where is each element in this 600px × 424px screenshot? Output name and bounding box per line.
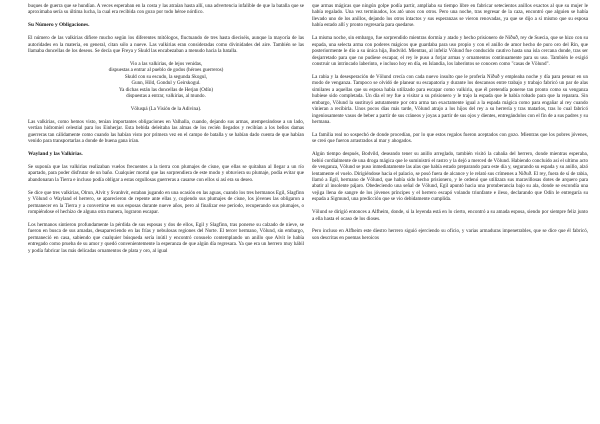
paragraph: La familia real no sospechó de donde procedían, por lo que estos regalos fueron aceptados con gozo. Mientras que los pobres jóvenes, se creó que fueron arrastrados al mar y ahogados. (312, 131, 588, 145)
section-heading-numero: Su Número y Obligaciones. (28, 22, 90, 29)
paragraph: La rabia y la desesperación de Völund crecía con cada nuevo insulto que le profería Niðuð y empleaba noche y día para pensar en un modo de venganza. Tampoco se olvidó de planear su escapatoria y durante los descansos entre trabajo y trabajo fabricó un par de alas similares a aquellas que su esposa había utilizado para escapar como valkiria, que él pretendía ponerse tan pronto como su venganza hubiese sido completada. Un día el rey fue a visitar a su prisionero y le trajo la espada que le había robado para que la reparara. Sin embargo, Völund la sustituyó astutamente por otra arma tan exactamente igual a la espada mágica como para engañar al rey cuando vinieran a recibirla. Unos pocos días más tarde, Völund atrajo a los hijos del rey a su herrería y tras matarlos, tras lo cual fabricó ingeniosamente vasos de beber a partir de sus cráneos y joyas a partir de sus ojos y dientes, entregándolos con el fin de a sus padres y su hermana. (312, 73, 588, 126)
paragraph: Völund se dirigió entonces a Alfheim, donde, si la leyenda está en lo cierto, encontró a su amada esposa, siendo por siempre feliz junto a ella hasta el ocaso de los dioses. (312, 209, 588, 222)
paragraph: La misma noche, sin embargo, fue sorprendido mientras dormía y atado y hecho prisionero de Niðuð, rey de Suecia, que se hizo con su espada, una selecta arma con poderes mágicos que guardaba para uso propio y con el anillo de amor hecho de puro oro del Rin, que posteriormente le dio a su única hija, Bodvild. Mientras, al infeliz Völund fue conducido cautivo hasta una isla cercana donde, tras ser desjarretado para que no pudiese escapar, el rey le puso a forjar armas y ornamentos continuamente para su uso. También le exigió construir un intrincado laberinto, e incluso hoy en día, en Islandia, los laberintos se conocen como "casas de Völund". (312, 35, 588, 68)
paragraph: Algún tiempo después, Bodvild, deseando tener su anillo arreglado, también visitó la cabaña del herrero, donde mientras esperaba, bebió cordialmente de una droga mágica que le suministró el rastro y la dejó a merced de Völund. Habiendo concluido así el ultimo acto de venganza, Völund se puso inmediatamente las alas que había estado preparando para este día y, segurando su espada y su anillo, alzó lentamente el vuelo. Dirigiéndose hacia el palacio, se posó fuera de alcance y le relató sus crímenes a Niðuð. El rey, fuera de sí de rabia, llamó a Egil, hermano de Völund, que había sido hecho prisionero, y le ordenó que utilizara sus maravillosas dotes de arquero para abatir al insolente pájaro. Obedeciendo una señal de Völund, Egil apuntó hacia una protuberancia bajo su ala, donde se escondía una vejiga llena de sangre de los jóvenes príncipes y el herrero escapó volando triunfante e ileso, declarando que Odín le entregaría su espada a Sigmund, una predicción que se vio debidamente cumplida. (312, 151, 588, 203)
poem-line: Gunn, Hild, Gondul y Geirskogul. (131, 80, 201, 87)
paragraph: que armas mágicas que ningún golpe podía partir, ampliaba su tiempo libre en fabricar setecientos anillos exactos al que su mujer le había regalado. Una vez terminados, los ató unos con otros. Pero una noche, tras regresar de la caza, encontró que alguien se había llevado uno de los anillos, dejando los otros intactos y sus esperanzas se vieron renovadas, ya que se dijo a sí mismo que su esposa había estado allí y pronto regresaría para quedarse. (312, 3, 588, 29)
paragraph: El número de las valkirias difiere mucho según los diferentes mitólogos, fluctuando de tres hasta dieciséis, aunque la mayoría de las autoridades en la materia, en general, citan sólo a nueve. Las valkirias eran consideradas como divinidades del aire. También se las llamaba doncellas de los deseos. Se decía que Freya y Skuld las encabezaban a menudo hacia la batalla. (28, 35, 304, 55)
poem-quote (28, 61, 304, 100)
left-column (28, 3, 304, 261)
paragraph: Las valkirias, como hemos visto, tenían importantes obligaciones en Valhalla, cuando, dejando sus armas, atemperándose a un lado, vertían hidromiel celestial para los Einherjar. Esta bebida deleitaba las almas de los recién llegados y recibían a los bellos damas guerreras tan cálidamente como cuando las habían visto por primera vez en el campo de batalla y se habían dado cuenta de que habían venido para transportarlas a donde de buena gana irían. (28, 118, 304, 145)
poem-line: dispuestas a entrar al pueblo de godos (héroes guerreros) (108, 67, 224, 74)
paragraph: Se dice que tres valkirias, Olrun, Alvit y Svanhvit, estaban jugando en una ocasión en las aguas, cuando los tres hermanos Egil, Slagfinn y Völund o Wayland el herrero, se aparecieron de repente ante ellas y, cogiendo sus plumajes de cisne, los jóvenes las obligaron a permanecer en la Tierra y a convertirse en sus esposas durante nueve años, pero al finalizar ese periodo, recuperando sus plumajes, o rompiéndose el hechizo de alguna otra manera, lograron escapar. (28, 189, 304, 215)
paragraph: Se suponía que las valkirias realizaban vuelos frecuentes a la tierra con plumajes de cisne, que ellas se quitaban al llegar a un río apartado, para poder disfrutar de un baño. Cualquier mortal que las sorprendiera de este modo y obtuviera su plumaje, podía evitar que abandonaran la Tierra e incluso podía obligar a estas orgullosas guerreras a casarse con ellos si así era su deseo. (28, 163, 304, 183)
poem-line: Ya dichas están las doncellas de Herjan (Odín) (118, 86, 214, 93)
paragraph: Los hermanos sintieron profundamente la pérdida de sus esposas y dos de ellos, Egil y Slagfinn, tras ponerse su calzado de nieve, se fueron en busca de sus amadas, desapareciendo en las frías y nebulosas regiones del Norte. El tercer hermano, Völund, sin embargo, permaneció en casa, sabiendo que cualquier búsqueda sería inútil y encontró consuelo contemplando un anillo que Alvit le había entregado como prueba de su amor y quedó convenientemente la esperanza de que algún día regresara. Ya que era un herrero muy hábil y podía fabricar las más delicadas ornamentos de plata y oro, al igual (28, 221, 304, 254)
right-column (312, 3, 588, 248)
poem-line: Vio a las valkirias, de lejos venidas, (129, 60, 203, 67)
poem-line: Skuld con su escudo, la segunda Skogul, (124, 73, 208, 80)
paragraph: buques de guerra que se hundían. A veces esperaban en la costa y las atraían hasta allí, una advertencia infalible de que la batalla que se aproximaba sería su última lucha, la cual era recibida con gozo por todo héroe nórdico. (28, 3, 304, 16)
paragraph: Pero incluso en Alfheim este diestro herrero siguió ejerciendo su oficio, y varias armaduras impenetrables, que se dice que él fabricó, son descritas en poemas heroicos (312, 228, 588, 241)
poem-citation: Völuspá (La Visión de la Adivina). (130, 106, 202, 112)
poem-line: dispuestas a entrar, valkirias, al mundo. (126, 93, 206, 100)
section-heading-wayland: Wayland y las Valkirias. (28, 151, 83, 158)
